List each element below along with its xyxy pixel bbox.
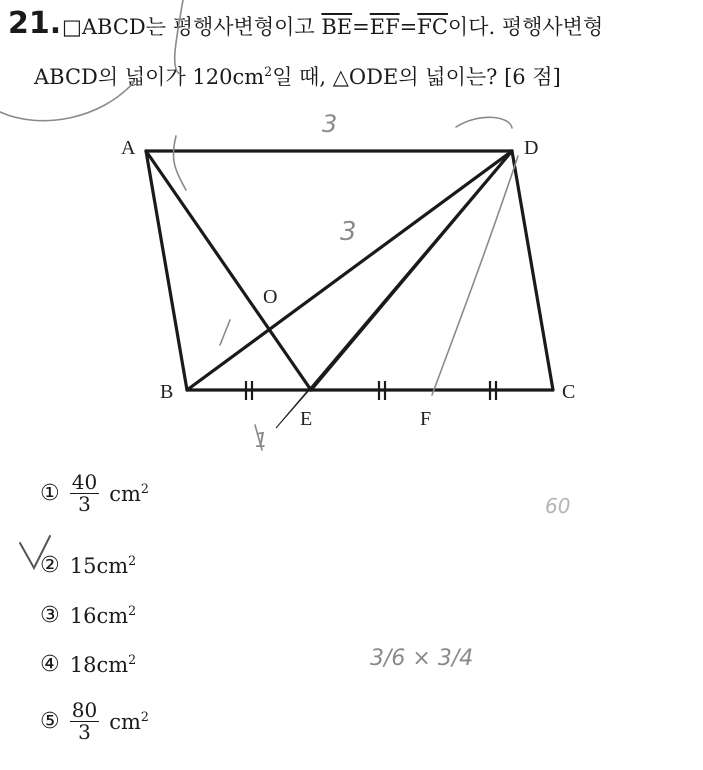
choice-3[interactable] xyxy=(40,603,136,628)
choice-fraction xyxy=(70,472,99,515)
question-number: 21. xyxy=(8,6,62,41)
handwritten-note: 3/6 × 3/4 xyxy=(370,646,474,671)
choice-fraction xyxy=(70,700,99,743)
segment-ae xyxy=(146,151,311,390)
choice-unit-exponent: 2 xyxy=(128,553,137,568)
area-unit-exponent: 2 xyxy=(264,64,273,79)
choice-unit-exponent: 2 xyxy=(140,709,149,724)
choice-unit-exponent: 2 xyxy=(128,603,137,618)
fraction-numerator: 40 xyxy=(71,470,98,494)
choice-4[interactable] xyxy=(40,652,136,677)
choice-marker: ① xyxy=(40,481,60,506)
question-text-part: ABCD의 넓이가 120 xyxy=(34,65,233,89)
choice-marker: ⑤ xyxy=(40,709,60,734)
segment-ed xyxy=(311,151,512,390)
choice-marker: ④ xyxy=(40,652,60,677)
area-unit: cm xyxy=(232,65,265,89)
handwritten-note: 3 xyxy=(340,217,357,247)
choice-unit-exponent: 2 xyxy=(140,481,149,496)
point-label-b: B xyxy=(160,381,174,403)
segment-be: $\overline{BE}$ xyxy=(321,15,353,39)
choice-unit: cm xyxy=(109,482,141,506)
choice-value: 15 xyxy=(69,554,97,578)
segment-ef: $\overline{EF}$ xyxy=(369,15,400,39)
choice-5[interactable] xyxy=(40,700,149,743)
question-line-2 xyxy=(34,61,561,91)
choice-unit-exponent: 2 xyxy=(128,652,137,667)
choice-unit: cm xyxy=(96,554,129,578)
point-label-o: O xyxy=(263,286,278,308)
choice-unit: cm xyxy=(109,710,141,734)
segment-fc: $\overline{FC}$ xyxy=(417,15,448,39)
question-text-part: 일 때, △ODE의 넓이는? [6 점] xyxy=(272,65,561,89)
point-label-d: D xyxy=(524,137,539,159)
fraction-denominator: 3 xyxy=(78,492,91,516)
handwritten-note: 3 xyxy=(322,110,338,138)
fraction-numerator: 80 xyxy=(71,698,98,722)
choice-value: 16 xyxy=(69,604,97,628)
fraction-denominator: 3 xyxy=(78,720,91,744)
side-dc xyxy=(512,151,553,390)
point-label-e: E xyxy=(300,408,313,430)
side-ab xyxy=(146,151,187,390)
choice-marker: ② xyxy=(40,553,60,578)
equals-sign: = xyxy=(399,15,418,39)
handwritten-note: 1 xyxy=(255,428,268,452)
choice-1[interactable] xyxy=(40,472,149,515)
question-text-part: 이다. 평행사변형 xyxy=(447,15,604,39)
parallelogram-figure xyxy=(0,110,703,460)
point-label-c: C xyxy=(562,381,576,403)
point-label-f: F xyxy=(420,408,432,430)
diagonal-bd xyxy=(187,151,512,390)
choice-unit: cm xyxy=(96,604,129,628)
choice-2[interactable] xyxy=(40,553,136,578)
question-text-part: □ABCD는 평행사변형이고 xyxy=(62,15,322,39)
choice-unit: cm xyxy=(96,653,129,677)
point-label-a: A xyxy=(121,137,136,159)
choice-value: 18 xyxy=(69,653,97,677)
question-line-1 xyxy=(62,11,603,41)
choice-marker: ③ xyxy=(40,603,60,628)
handwritten-note: 60 xyxy=(545,494,571,518)
equals-sign: = xyxy=(352,15,370,39)
